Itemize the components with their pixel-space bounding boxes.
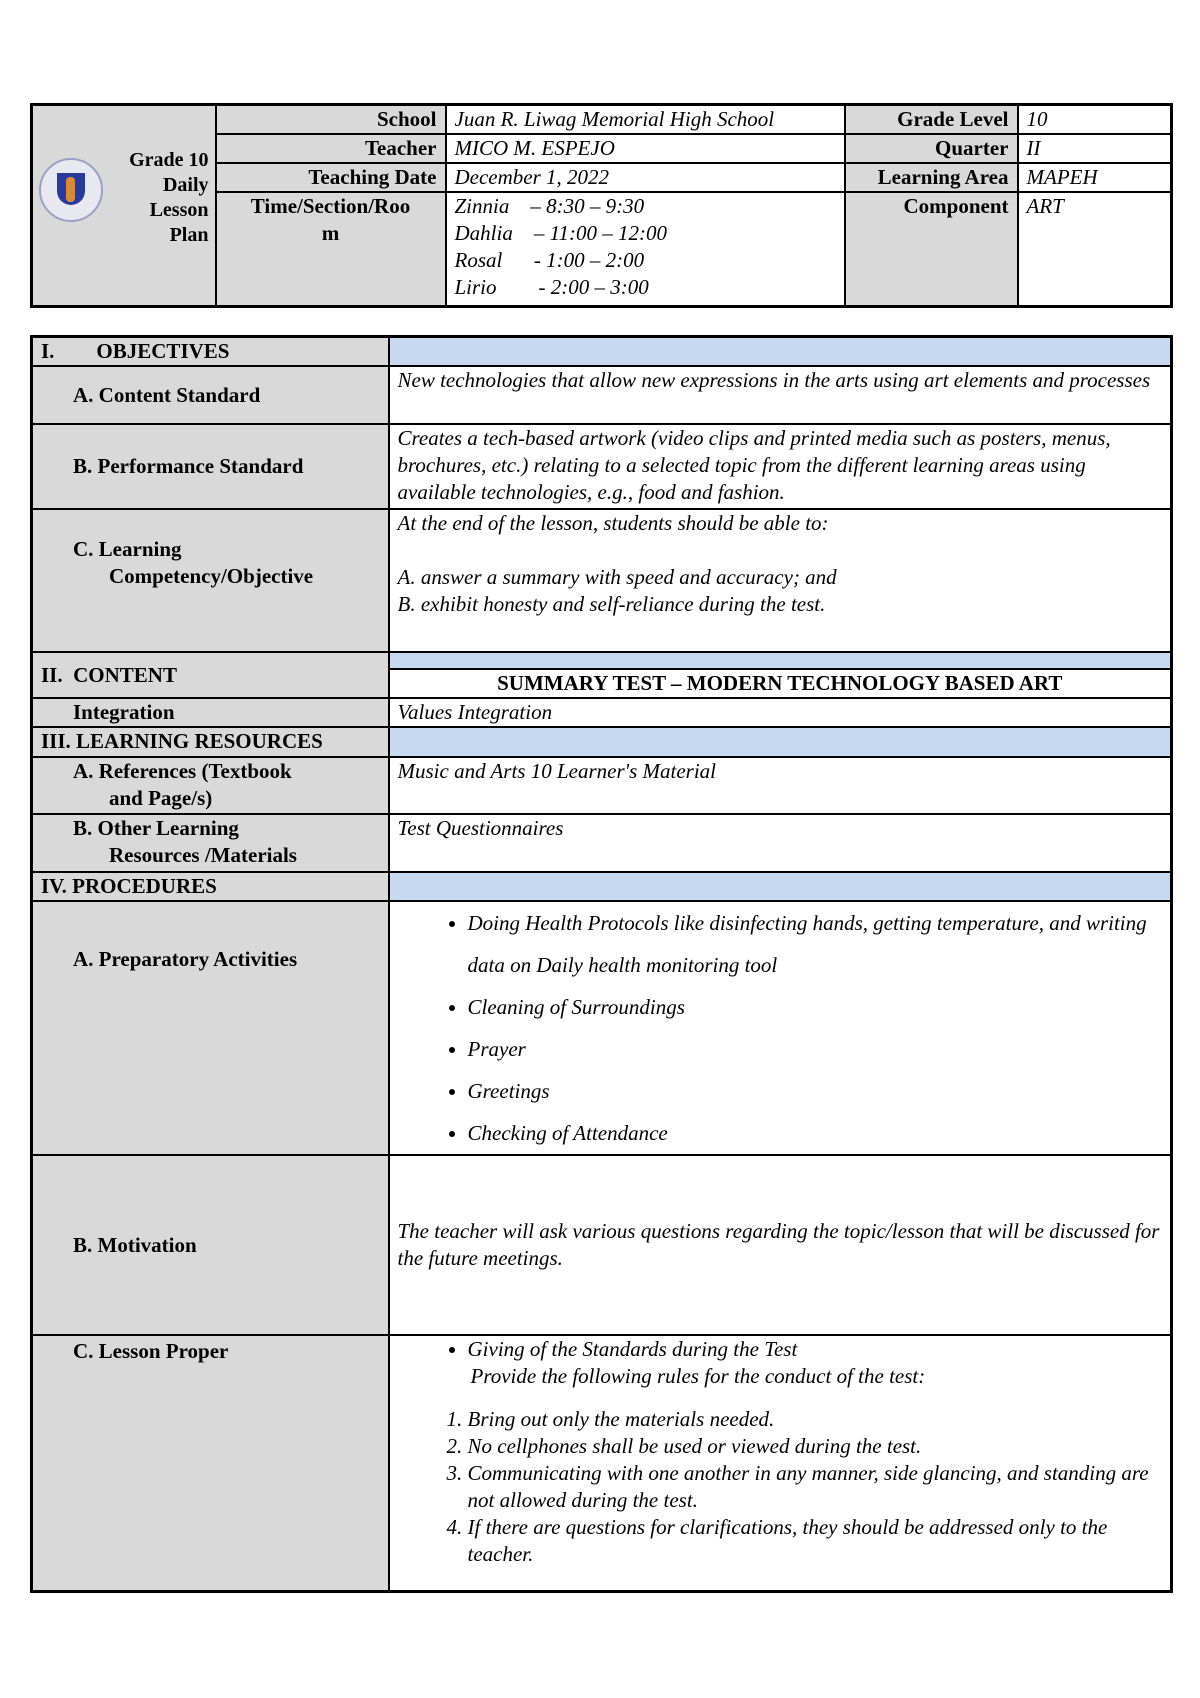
objectives-band xyxy=(389,337,1172,367)
list-item: 1. Bring out only the materials needed. xyxy=(468,1406,1163,1433)
school-label: School xyxy=(216,105,446,135)
lesson-proper-value: • Giving of the Standards during the Test Provide the following rules for the conduct of the test: 1. Bring out only the materials needed. 2. No cellphones shall be used or viewed during the test. 3. Communicating with one another in any manner, side glancing, and standing are not allowed during the test. 4. If there are questions for clarifications, they should be addressed only to the teacher. xyxy=(389,1335,1172,1591)
deped-logo xyxy=(39,158,103,222)
performance-standard-value: Creates a tech-based artwork (video clips and printed media such as posters, menus, brochures, etc.) relating to a selected topic from the different learning areas using available technologies, e.g., food and fashion. xyxy=(389,424,1172,509)
list-item: 3. Communicating with one another in any manner, side glancing, and standing are not allowed during the test. xyxy=(468,1460,1163,1514)
content-standard-value: New technologies that allow new expressions in the arts using art elements and processes xyxy=(389,366,1172,424)
date-value: December 1, 2022 xyxy=(446,163,845,192)
title-cell xyxy=(32,105,216,307)
procedures-band xyxy=(389,872,1172,901)
other-resources-label: B. Other Learning Resources /Materials xyxy=(32,814,389,872)
list-item: • Giving of the Standards during the Test xyxy=(468,1336,1163,1363)
quarter-label: Quarter xyxy=(845,134,1018,163)
teacher-value: MICO M. ESPEJO xyxy=(446,134,845,163)
other-resources-value: Test Questionnaires xyxy=(389,814,1172,872)
schedule-value: Zinnia – 8:30 – 9:30 Dahlia – 11:00 – 12:00 Rosal - 1:00 – 2:00 Lirio - 2:00 – 3:00 xyxy=(446,192,845,306)
performance-standard-label: B. Performance Standard xyxy=(32,424,389,509)
content-value: SUMMARY TEST – MODERN TECHNOLOGY BASED ART xyxy=(389,669,1172,698)
grade-level-label: Grade Level xyxy=(845,105,1018,135)
list-item: • Checking of Attendance xyxy=(468,1112,1163,1154)
competency-label: C. Learning Competency/Objective xyxy=(32,509,389,652)
procedures-heading: IV. PROCEDURES xyxy=(32,872,389,901)
component-label: Component xyxy=(845,192,1018,306)
area-value: MAPEH xyxy=(1018,163,1172,192)
references-value: Music and Arts 10 Learner's Material xyxy=(389,757,1172,814)
integration-label: Integration xyxy=(32,698,389,727)
list-item: • Cleaning of Surroundings xyxy=(468,986,1163,1028)
content-band xyxy=(389,652,1172,669)
motivation-label: B. Motivation xyxy=(32,1155,389,1335)
header-table xyxy=(30,103,1173,308)
school-value: Juan R. Liwag Memorial High School xyxy=(446,105,845,135)
area-label: Learning Area xyxy=(845,163,1018,192)
resources-band xyxy=(389,727,1172,757)
lesson-proper-label: C. Lesson Proper xyxy=(32,1335,389,1591)
component-value: ART xyxy=(1018,192,1172,306)
plan-title: Grade 10 Daily Lesson Plan xyxy=(129,149,209,246)
content-standard-label: A. Content Standard xyxy=(32,366,389,424)
motivation-value: The teacher will ask various questions regarding the topic/lesson that will be discussed for the future meetings. xyxy=(389,1155,1172,1335)
integration-value: Values Integration xyxy=(389,698,1172,727)
list-item: 4. If there are questions for clarifications, they should be addressed only to the teacher. xyxy=(468,1514,1163,1568)
list-item: 2. No cellphones shall be used or viewed during the test. xyxy=(468,1433,1163,1460)
competency-value: At the end of the lesson, students should be able to: A. answer a summary with speed and accuracy; and B. exhibit honesty and self-reliance during the test. xyxy=(389,509,1172,652)
references-label: A. References (Textbook and Page/s) xyxy=(32,757,389,814)
objectives-heading: I. OBJECTIVES xyxy=(32,337,389,367)
teacher-label: Teacher xyxy=(216,134,446,163)
list-item: • Prayer xyxy=(468,1028,1163,1070)
content-heading: II. CONTENT xyxy=(32,652,389,698)
preparatory-list xyxy=(389,901,1172,1155)
time-section-label: Time/Section/Roo m xyxy=(216,192,446,306)
date-label: Teaching Date xyxy=(216,163,446,192)
quarter-value: II xyxy=(1018,134,1172,163)
list-item: • Greetings xyxy=(468,1070,1163,1112)
list-item: • Doing Health Protocols like disinfecting hands, getting temperature, and writing data on Daily health monitoring tool xyxy=(468,902,1163,986)
grade-level-value: 10 xyxy=(1018,105,1172,135)
preparatory-label: A. Preparatory Activities xyxy=(32,901,389,1155)
resources-heading: III. LEARNING RESOURCES xyxy=(32,727,389,757)
plan-table xyxy=(30,335,1173,1593)
